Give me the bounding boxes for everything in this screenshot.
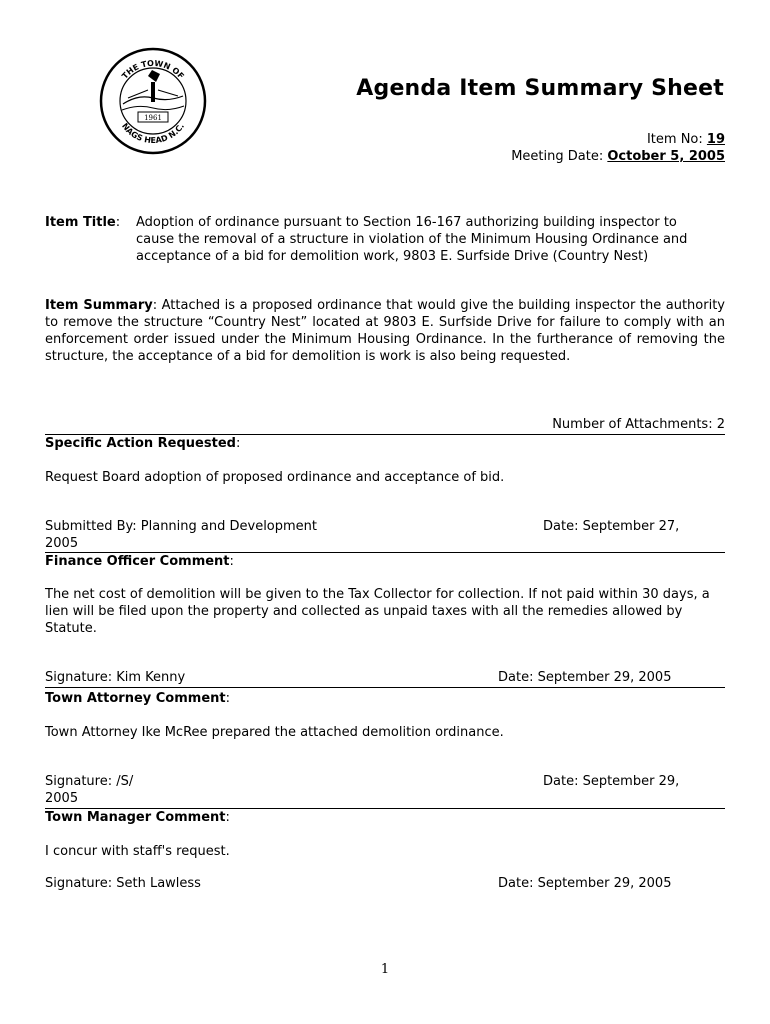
- item-summary-text: : Attached is a proposed ordinance that would give the building inspector the authority to remove the structure “Country Nest” located at 9803 E. Surfside Drive for failure to comply with an enforcement order issued under the Minimum Housing Ordinance. In the furtherance of removing the structure, the acceptance of a bid for demolition is work is also being requested.: [45, 298, 725, 364]
- item-title-line-2: cause the removal of a structure in violation of the Minimum Housing Ordinance and: [136, 232, 688, 247]
- manager-comment-text: I concur with staff's request.: [45, 844, 230, 859]
- manager-colon: :: [225, 810, 230, 825]
- section-divider: [45, 687, 725, 688]
- attorney-heading: [45, 691, 725, 706]
- attorney-signature: Signature: /S/: [45, 774, 134, 789]
- meeting-date-label: Meeting Date:: [511, 149, 604, 164]
- item-number-line: [647, 132, 725, 147]
- specific-action-text: Request Board adoption of proposed ordinance and acceptance of bid.: [45, 470, 505, 485]
- finance-heading: [45, 554, 725, 569]
- specific-action-label: Specific Action Requested: [45, 436, 236, 451]
- item-summary-label: Item Summary: [45, 298, 153, 313]
- attachments-count: Number of Attachments: 2: [552, 417, 725, 432]
- attorney-date: Date: September 29,: [543, 774, 680, 789]
- submitted-date: Date: September 27,: [543, 519, 680, 534]
- finance-comment-text: The net cost of demolition will be given to the Tax Collector for collection. If not paid within 30 days, a lien will be filed upon the property and collected as unpaid taxes with all the remedies allowed by Statute.: [45, 587, 710, 636]
- page-number: 1: [380, 962, 390, 977]
- submitted-date-wrap: 2005: [45, 536, 79, 551]
- seal-top-text: THE TOWN OF: [120, 58, 186, 81]
- item-title-line-1: Adoption of ordinance pursuant to Section 16-167 authorizing building inspector to: [136, 215, 677, 230]
- item-title-line-3: acceptance of a bid for demolition work, 9803 E. Surfside Drive (Country Nest): [136, 249, 649, 264]
- section-divider: [45, 434, 725, 435]
- manager-heading: [45, 810, 725, 825]
- attorney-colon: :: [225, 691, 231, 706]
- attorney-label: Town Attorney Comment: [45, 691, 226, 706]
- manager-date: Date: September 29, 2005: [498, 876, 672, 891]
- item-number-value: 19: [706, 132, 725, 147]
- page-title: Agenda Item Summary Sheet: [356, 76, 724, 101]
- section-divider: [45, 808, 725, 809]
- section-divider: [45, 552, 725, 553]
- item-summary-paragraph: [45, 297, 725, 365]
- specific-action-colon: :: [235, 436, 241, 451]
- specific-action-heading: [45, 436, 725, 451]
- item-title-label: Item Title: [45, 215, 116, 230]
- finance-signature: Signature: Kim Kenny: [45, 670, 186, 685]
- attorney-date-wrap: 2005: [45, 791, 79, 806]
- finance-date: Date: September 29, 2005: [498, 670, 672, 685]
- finance-label: Finance Officer Comment: [45, 554, 230, 569]
- manager-signature: Signature: Seth Lawless: [45, 876, 201, 891]
- seal-year: 1961: [144, 114, 162, 122]
- item-title-colon: :: [115, 215, 121, 230]
- seal-bottom-text: NAGS HEAD N.C.: [119, 121, 186, 146]
- meeting-date-value: October 5, 2005: [607, 149, 725, 164]
- meeting-date-line: [511, 149, 725, 164]
- manager-label: Town Manager Comment: [45, 810, 226, 825]
- finance-colon: :: [229, 554, 234, 569]
- town-seal-logo: [98, 46, 208, 156]
- submitted-by: Submitted By: Planning and Development: [45, 519, 318, 534]
- attorney-comment-text: Town Attorney Ike McRee prepared the attached demolition ordinance.: [45, 725, 504, 740]
- item-number-label: Item No:: [646, 132, 703, 147]
